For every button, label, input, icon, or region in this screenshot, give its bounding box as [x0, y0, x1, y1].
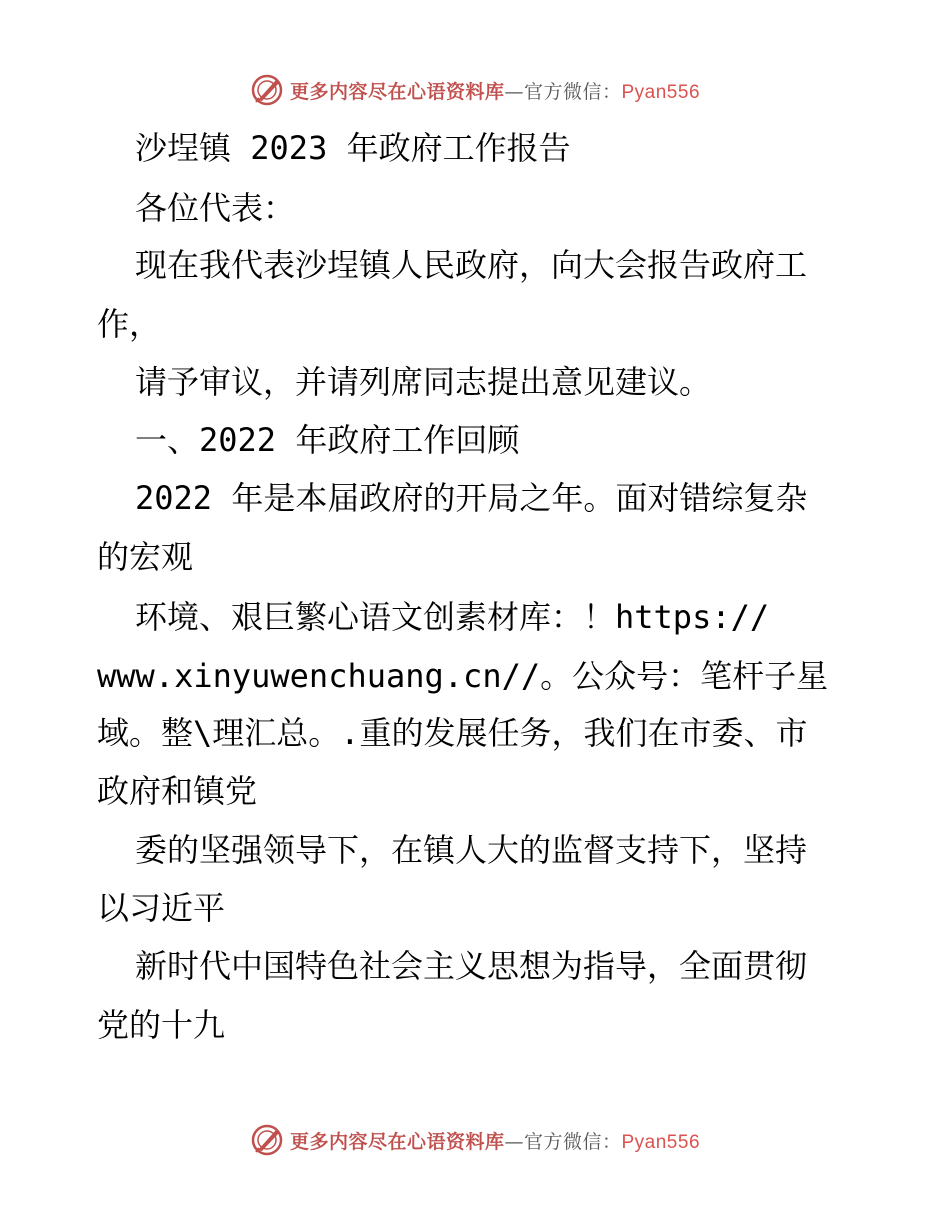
- banner-main-text: 更多内容尽在心语资料库: [289, 80, 505, 103]
- paragraph-line: 委的坚强领导下，在镇人大的监督支持下，坚持: [135, 831, 808, 869]
- paragraph-line: www.xinyuwenchuang.cn//。公众号：笔杆子星: [97, 657, 829, 695]
- paragraph-line: 2022 年是本届政府的开局之年。面对错综复杂: [135, 479, 808, 517]
- paragraph-line: 作，: [97, 305, 162, 343]
- banner-wechat-label: 官方微信：: [523, 1130, 622, 1153]
- footer-banner: [0, 1120, 950, 1160]
- paragraph-line: 的宏观: [97, 538, 194, 576]
- paragraph-line: 以习近平: [97, 889, 226, 927]
- paragraph-line: 环境、艰巨繁心语文创素材库：！https://: [135, 598, 770, 636]
- banner-wechat-id: Pyan556: [621, 81, 701, 103]
- paragraph-line: 政府和镇党: [97, 772, 258, 810]
- paragraph-line: 请予审议，并请列席同志提出意见建议。: [135, 363, 712, 401]
- document-title: 沙埕镇 2023 年政府工作报告: [135, 129, 571, 167]
- paragraph-line: 新时代中国特色社会主义思想为指导，全面贯彻: [135, 947, 808, 985]
- banner-wechat-id: Pyan556: [621, 1131, 701, 1153]
- section-heading: 一、2022 年政府工作回顾: [135, 421, 520, 459]
- paragraph-line: 党的十九: [97, 1006, 226, 1044]
- banner-main-text: 更多内容尽在心语资料库: [289, 1130, 505, 1153]
- quill-logo-icon: [250, 73, 284, 107]
- paragraph-line: 现在我代表沙埕镇人民政府，向大会报告政府工: [135, 246, 808, 284]
- banner-separator: —: [504, 1130, 524, 1153]
- banner-separator: —: [504, 80, 524, 103]
- paragraph-line: 域。整\理汇总。.重的发展任务，我们在市委、市: [97, 714, 808, 752]
- header-banner: [0, 70, 950, 110]
- quill-logo-icon: [250, 1123, 284, 1157]
- salutation: 各位代表：: [135, 189, 296, 227]
- banner-wechat-label: 官方微信：: [523, 80, 622, 103]
